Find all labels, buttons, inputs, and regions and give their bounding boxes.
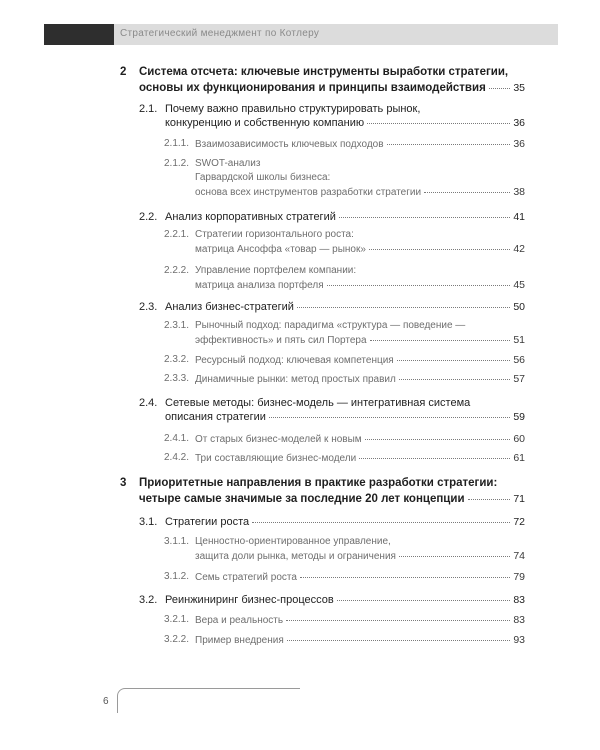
toc-entry-page: 38 [513, 186, 525, 198]
toc-entry-title-line: основа всех инструментов разработки стратегии [195, 187, 422, 198]
dot-leader [397, 360, 511, 361]
dot-leader [369, 249, 510, 250]
toc-entry-title-line: Рыночный подход: парадигма «структура — поведение — [195, 320, 466, 331]
toc-entry-title-line: Система отсчета: ключевые инструменты выработки стратегии, [139, 66, 509, 78]
toc-entry-title-line: Управление портфелем компании: [195, 265, 357, 276]
toc-entry-last-line [165, 211, 525, 223]
toc-entry-last-line [195, 334, 525, 346]
toc-entry-title-line: Реинжиниринг бизнес-процессов [165, 594, 334, 606]
toc-entry-number: 2.2.2. [164, 265, 190, 276]
toc-entry-last-line [195, 243, 525, 255]
toc-entry-last-line [165, 594, 525, 606]
toc-entry-number: 2 [120, 66, 127, 78]
toc-entry-page: 59 [513, 411, 525, 423]
toc-entry-number: 2.1.1. [164, 138, 190, 149]
toc-entry-title-line: Вера и реальность [195, 615, 284, 626]
toc-entry-page: 71 [513, 493, 525, 505]
toc-entry-number: 3.1.1. [164, 536, 190, 547]
toc-entry-page: 74 [513, 550, 525, 562]
dot-leader [387, 144, 511, 145]
footer-decoration [117, 688, 300, 713]
toc-entry-page: 36 [513, 117, 525, 129]
toc-entry-number: 2.2.1. [164, 229, 190, 240]
toc-entry-last-line [165, 516, 525, 528]
toc-entry-last-line [139, 493, 525, 505]
toc-entry-title-line: SWOT-анализ [195, 158, 261, 169]
toc-entry-title-line: матрица анализа портфеля [195, 280, 324, 291]
toc-entry-title-line: Стратегии роста [165, 516, 250, 528]
dot-leader [269, 417, 510, 418]
toc-entry-title-line: матрица Ансоффа «товар — рынок» [195, 244, 366, 255]
toc-entry-title-line: Взаимозависимость ключевых подходов [195, 139, 384, 150]
toc-entry-title-line: четыре самые значимые за последние 20 лет концепции [139, 493, 465, 505]
footer-page-number: 6 [103, 696, 109, 707]
toc-entry-title-line: описания стратегии [165, 411, 266, 423]
dot-leader [337, 600, 511, 601]
toc-entry-page: 35 [513, 82, 525, 94]
toc-entry-page: 56 [513, 354, 525, 366]
header-title: Стратегический менеджмент по Котлеру [120, 28, 320, 39]
toc-entry-last-line [165, 117, 525, 129]
dot-leader [424, 192, 510, 193]
toc-entry-page: 93 [513, 634, 525, 646]
toc-entry-number: 3.2.1. [164, 614, 190, 625]
toc-entry-number: 2.2. [139, 211, 158, 223]
toc-entry-number: 2.3.1. [164, 320, 190, 331]
toc-entry-last-line [195, 452, 525, 464]
toc-entry-number: 2.3.2. [164, 354, 190, 365]
dot-leader [399, 379, 510, 380]
toc-entry-number: 2.4.1. [164, 433, 190, 444]
toc-entry-title-line: Семь стратегий роста [195, 572, 297, 583]
toc-entry-number: 2.3.3. [164, 373, 190, 384]
toc-entry-page: 83 [513, 614, 525, 626]
toc-entry-number: 3.1. [139, 516, 158, 528]
toc-entry-number: 2.3. [139, 301, 158, 313]
toc-entry-number: 3.1.2. [164, 571, 190, 582]
toc-entry-title-line: основы их функционирования и принципы взаимодействия [139, 82, 486, 94]
dot-leader [365, 439, 511, 440]
toc-entry-page: 61 [513, 452, 525, 464]
toc-entry-last-line [195, 433, 525, 445]
toc-entry-title-line: Анализ бизнес-стратегий [165, 301, 294, 313]
toc-entry-title-line: Анализ корпоративных стратегий [165, 211, 336, 223]
dot-leader [252, 522, 510, 523]
toc-entry-number: 2.4. [139, 397, 158, 409]
dot-leader [300, 577, 510, 578]
toc-entry-page: 42 [513, 243, 525, 255]
toc-entry-title-line: От старых бизнес-моделей к новым [195, 434, 362, 445]
toc-entry-title-line: Ценностно-ориентированное управление, [195, 536, 391, 547]
toc-entry-page: 79 [513, 571, 525, 583]
toc-entry-last-line [139, 82, 525, 94]
toc-entry-title-line: Сетевые методы: бизнес-модель — интегративная система [165, 397, 471, 409]
toc-entry-last-line [195, 550, 525, 562]
dot-leader [468, 499, 511, 500]
toc-entry-page: 36 [513, 138, 525, 150]
toc-entry-title-line: Стратегии горизонтального роста: [195, 229, 354, 240]
toc-entry-page: 60 [513, 433, 525, 445]
dot-leader [359, 458, 510, 459]
toc-entry-last-line [195, 354, 525, 366]
toc-entry-last-line [165, 301, 525, 313]
dot-leader [489, 88, 511, 89]
toc-entry-number: 3.2.2. [164, 634, 190, 645]
toc-entry-number: 3.2. [139, 594, 158, 606]
toc-entry-last-line [195, 279, 525, 291]
dot-leader [399, 556, 510, 557]
toc-entry-last-line [195, 634, 525, 646]
toc-entry-number: 2.1.2. [164, 158, 190, 169]
toc-entry-title-line: защита доли рынка, методы и ограничения [195, 551, 396, 562]
dot-leader [297, 307, 510, 308]
toc-entry-title-line: Пример внедрения [195, 635, 284, 646]
toc-entry-last-line [195, 186, 525, 198]
dot-leader [287, 640, 511, 641]
toc-entry-page: 41 [513, 211, 525, 223]
toc-entry-page: 72 [513, 516, 525, 528]
toc-entry-number: 3 [120, 477, 127, 489]
toc-entry-page: 45 [513, 279, 525, 291]
toc-entry-title-line: Ресурсный подход: ключевая компетенция [195, 355, 394, 366]
toc-entry-number: 2.1. [139, 103, 158, 115]
dot-leader [367, 123, 510, 124]
toc-entry-page: 57 [513, 373, 525, 385]
toc-entry-title-line: Динамичные рынки: метод простых правил [195, 374, 396, 385]
dot-leader [370, 340, 511, 341]
toc-entry-title-line: Три составляющие бизнес-модели [195, 453, 357, 464]
toc-entry-title-line: конкуренцию и собственную компанию [165, 117, 365, 129]
toc-entry-last-line [195, 571, 525, 583]
toc-entry-last-line [165, 411, 525, 423]
toc-entry-page: 51 [513, 334, 525, 346]
dot-leader [339, 217, 510, 218]
toc-entry-title-line: эффективность» и пять сил Портера [195, 335, 367, 346]
toc-entry-page: 83 [513, 594, 525, 606]
toc-entry-title-line: Гарвардской школы бизнеса: [195, 172, 331, 183]
toc-entry-last-line [195, 614, 525, 626]
toc-entry-last-line [195, 373, 525, 385]
toc-entry-title-line: Почему важно правильно структурировать рынок, [165, 103, 421, 115]
toc-entry-number: 2.4.2. [164, 452, 190, 463]
dot-leader [286, 620, 510, 621]
toc-entry-last-line [195, 138, 525, 150]
toc-entry-page: 50 [513, 301, 525, 313]
toc-entry-title-line: Приоритетные направления в практике разработки стратегии: [139, 477, 498, 489]
dot-leader [327, 285, 511, 286]
